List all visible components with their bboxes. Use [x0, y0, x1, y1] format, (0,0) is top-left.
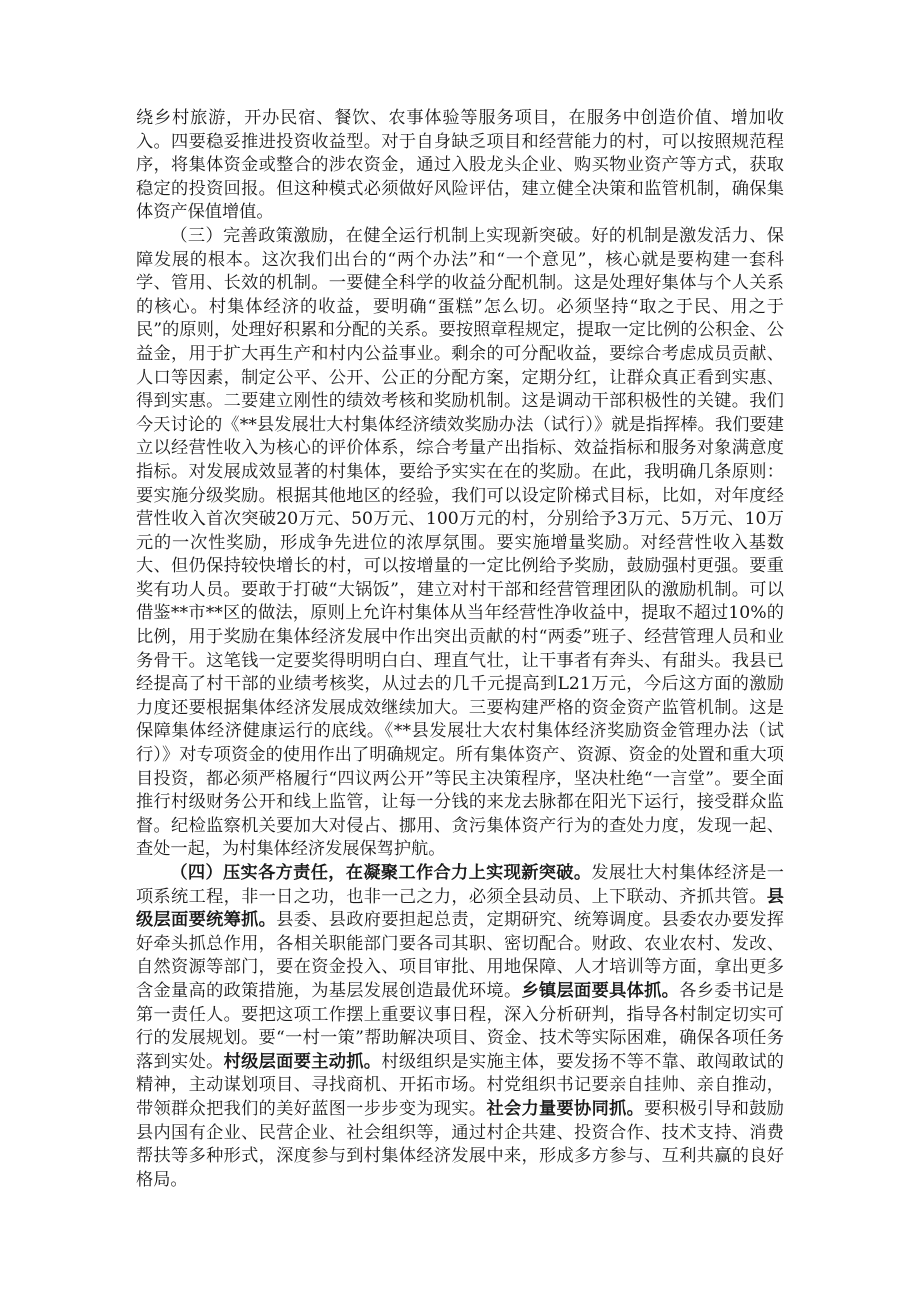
village-level-text: 村级组织是实施主体，要发扬不等不靠、敢闯敢试的精神，主动谋划项目、寻找商机、开拓市场。村党组织书记要亲自挂帅、亲自推动，带领群众把我们的美好蓝图一步步变为现实。 — [136, 1051, 784, 1119]
document-body — [136, 107, 784, 1192]
section-four-heading: （四）压实各方责任，在凝聚工作合力上实现新突破。 — [170, 863, 592, 883]
township-level-heading: 乡镇层面要具体抓。 — [521, 980, 680, 1001]
section-four-text-1: 发展壮大村集体经济是一项系统工程，非一日之功，也非一己之力，必须全县动员、上下联动、齐抓共管。 — [136, 863, 784, 907]
social-forces-heading: 社会力量要协同抓。 — [486, 1098, 645, 1119]
township-level-text: 各乡委书记是第一责任人。要把这项工作摆上重要议事日程，深入分析研判，指导各村制定切实可行的发展规划。要“一村一策”帮助解决项目、资金、技术等实际困难，确保各项任务落到实处。 — [136, 980, 784, 1072]
social-forces-text: 要积极引导和鼓励县内国有企业、民营企业、社会组织等，通过村企共建、投资合作、技术支持、消费帮扶等多种形式，深度参与到村集体经济发展中来，形成多方参与、互利共赢的良好格局。 — [136, 1098, 784, 1190]
paragraph-section-four — [136, 862, 784, 1192]
village-level-heading: 村级层面要主动抓。 — [223, 1051, 382, 1072]
paragraph-section-three: （三）完善政策激励，在健全运行机制上实现新突破。好的机制是激发活力、保障发展的根本。这次我们出台的“两个办法”和“一个意见”，核心就是要构建一套科学、管用、长效的机制。一要健全科学的收益分配机制。这是处理好集体与个人关系的核心。村集体经济的收益，要明确“蛋糕”怎么切。必须坚持“取之于民、用之于民”的原则，处理好积累和分配的关系。要按照章程规定，提取一定比例的公积金、公益金，用于扩大再生产和村内公益事业。剩余的可分配收益，要综合考虑成员贡献、人口等因素，制定公平、公开、公正的分配方案，定期分红，让群众真正看到实惠、得到实惠。二要建立刚性的绩效考核和奖励机制。这是调动干部积极性的关键。我们今天讨论的《**县发展壮大村集体经济绩效奖励办法（试行）》就是指挥棒。我们要建立以经营性收入为核心的评价体系，综合考量产出指标、效益指标和服务对象满意度指标。对发展成效显著的村集体，要给予实实在在的奖励。在此，我明确几条原则：要实施分级奖励。根据其他地区的经验，我们可以设定阶梯式目标，比如，对年度经营性收入首次突破20万元、50万元、100万元的村，分别给予3万元、5万元、10万元的一次性奖励，形成争先进位的浓厚氛围。要实施增量奖励。对经营性收入基数大、但仍保持较快增长的村，可以按增量的一定比例给予奖励，鼓励强村更强。要重奖有功人员。要敢于打破“大锅饭”，建立对村干部和经营管理团队的激励机制。可以借鉴**市**区的做法，原则上允许村集体从当年经营性净收益中，提取不超过10%的比例，用于奖励在集体经济发展中作出突出贡献的村“两委”班子、经营管理人员和业务骨干。这笔钱一定要奖得明明白白、理直气壮，让干事者有奔头、有甜头。我县已经提高了村干部的业绩考核奖，从过去的几千元提高到L21万元，今后这方面的激励力度还要根据集体经济发展成效继续加大。三要构建严格的资金资产监管机制。这是保障集体经济健康运行的底线。《**县发展壮大农村集体经济奖励资金管理办法（试行）》对专项资金的使用作出了明确规定。所有集体资产、资源、资金的处置和重大项目投资，都必须严格履行“四议两公开”等民主决策程序，坚决杜绝“一言堂”。要全面推行村级财务公开和线上监管，让每一分钱的来龙去脉都在阳光下运行，接受群众监督。纪检监察机关要加大对侵占、挪用、贪污集体资产行为的查处力度，发现一起、查处一起，为村集体经济发展保驾护航。 — [136, 225, 784, 860]
paragraph-continued: 绕乡村旅游，开办民宿、餐饮、农事体验等服务项目，在服务中创造价值、增加收入。四要稳妥推进投资收益型。对于自身缺乏项目和经营能力的村，可以按照规范程序，将集体资金或整合的涉农资金，通过入股龙头企业、购买物业资产等方式，获取稳定的投资回报。但这种模式必须做好风险评估，建立健全决策和监管机制，确保集体资产保值增值。 — [136, 108, 784, 223]
county-level-text: 县委、县政府要担起总责，定期研究、统筹调度。县委农办要发挥好牵头抓总作用，各相关职能部门要各司其职、密切配合。财政、农业农村、发改、自然资源等部门，要在资金投入、项目审批、用地保障、人才培训等方面，拿出更多含金量高的政策措施，为基层发展创造最优环境。 — [136, 910, 784, 1001]
county-level-heading: 县级层面要统筹抓。 — [136, 886, 784, 931]
